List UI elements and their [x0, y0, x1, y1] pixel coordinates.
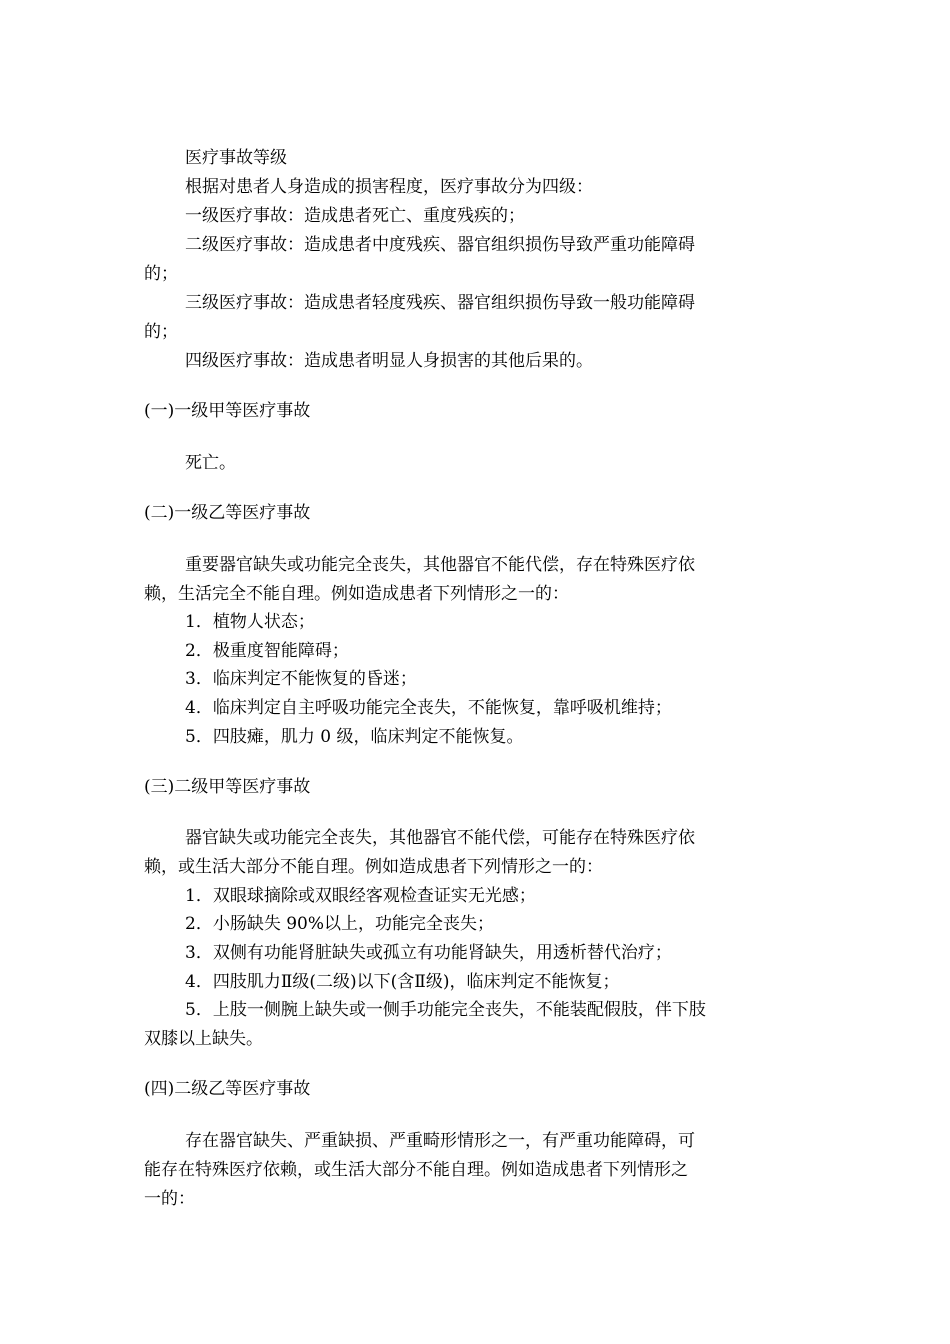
list-item: 4．四肢肌力Ⅱ级(二级)以下(含Ⅱ级)，临床判定不能恢复； [185, 972, 620, 992]
list-item: 2．极重度智能障碍； [185, 641, 349, 661]
level-3-text-cont: 的； [144, 322, 178, 342]
section-line: 能存在特殊医疗依赖，或生活大部分不能自理。例如造成患者下列情形之 [144, 1160, 688, 1180]
level-2-text: 二级医疗事故：造成患者中度残疾、器官组织损伤导致严重功能障碍 [185, 235, 695, 255]
section-line: 一的： [144, 1189, 195, 1209]
section-heading: (三)二级甲等医疗事故 [144, 777, 311, 797]
list-item: 2．小肠缺失 90%以上，功能完全丧失； [185, 914, 495, 934]
list-item: 1．双眼球摘除或双眼经客观检查证实无光感； [185, 886, 536, 906]
list-item: 4．临床判定自主呼吸功能完全丧失，不能恢复，靠呼吸机维持； [185, 698, 672, 718]
level-3-text: 三级医疗事故：造成患者轻度残疾、器官组织损伤导致一般功能障碍 [185, 293, 695, 313]
section-line: 重要器官缺失或功能完全丧失，其他器官不能代偿，存在特殊医疗依 [185, 555, 695, 575]
section-heading: (四)二级乙等医疗事故 [144, 1079, 311, 1099]
section-heading: (一)一级甲等医疗事故 [144, 401, 311, 421]
doc-title: 医疗事故等级 [185, 148, 287, 168]
section-line: 赖，生活完全不能自理。例如造成患者下列情形之一的： [144, 584, 569, 604]
section-line: 死亡。 [185, 453, 236, 473]
list-item: 3．双侧有功能肾脏缺失或孤立有功能肾缺失，用透析替代治疗； [185, 943, 672, 963]
section-line: 存在器官缺失、严重缺损、严重畸形情形之一，有严重功能障碍，可 [185, 1131, 695, 1151]
section-heading: (二)一级乙等医疗事故 [144, 503, 311, 523]
level-1-text: 一级医疗事故：造成患者死亡、重度残疾的； [185, 206, 525, 226]
intro-lead: 根据对患者人身造成的损害程度，医疗事故分为四级： [185, 177, 593, 197]
list-item: 5．四肢瘫，肌力 0 级，临床判定不能恢复。 [185, 727, 524, 747]
level-2-text-cont: 的； [144, 264, 178, 284]
section-line: 器官缺失或功能完全丧失，其他器官不能代偿，可能存在特殊医疗依 [185, 828, 695, 848]
list-item: 3．临床判定不能恢复的昏迷； [185, 669, 417, 689]
level-4-text: 四级医疗事故：造成患者明显人身损害的其他后果的。 [185, 351, 593, 371]
list-item-cont: 双膝以上缺失。 [144, 1029, 263, 1049]
section-line: 赖，或生活大部分不能自理。例如造成患者下列情形之一的： [144, 857, 603, 877]
list-item: 1．植物人状态； [185, 612, 315, 632]
list-item: 5．上肢一侧腕上缺失或一侧手功能完全丧失，不能装配假肢，伴下肢 [185, 1000, 706, 1020]
